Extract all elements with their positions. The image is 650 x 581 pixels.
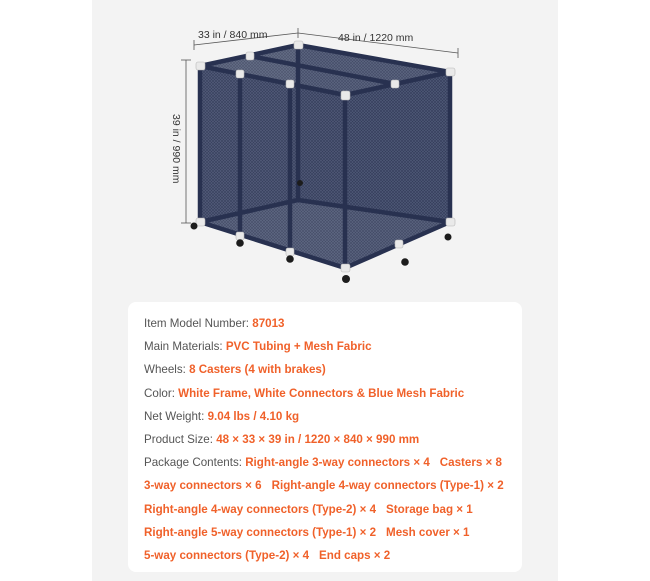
spec-value: White Frame, White Connectors & Blue Mesh Fabric — [178, 386, 465, 400]
package-item: Right-angle 4-way connectors (Type-2) × 4 — [144, 502, 377, 516]
spec-value: 8 Casters (4 with brakes) — [189, 363, 326, 377]
spec-label: Wheels: — [144, 363, 190, 377]
spec-label: Color: — [144, 386, 179, 400]
package-item: Mesh cover × 1 — [386, 525, 470, 539]
spec-label: Item Model Number: — [144, 317, 253, 330]
spec-value: 9.04 lbs / 4.10 kg — [207, 409, 300, 423]
package-item: 3-way connectors × 6 — [144, 479, 262, 493]
package-item: Right-angle 4-way connectors (Type-1) × 2 — [271, 479, 504, 493]
spec-label: Main Materials: — [144, 340, 226, 354]
spec-row-weight — [144, 405, 522, 428]
package-item: End caps × 2 — [319, 549, 391, 563]
width-dimension-label: 48 in / 1220 mm — [338, 32, 414, 44]
package-item: Right-angle 5-way connectors (Type-1) × 2 — [144, 525, 377, 539]
spec-row-color — [144, 382, 522, 405]
spec-label: Net Weight: — [144, 409, 208, 423]
spec-label: Product Size: — [144, 433, 217, 447]
spec-row-materials — [144, 335, 522, 358]
package-row — [144, 474, 522, 497]
package-item: Storage bag × 1 — [386, 502, 473, 516]
package-row — [144, 521, 522, 544]
depth-dimension-label: 33 in / 840 mm — [198, 29, 268, 41]
spec-value: PVC Tubing + Mesh Fabric — [225, 340, 372, 354]
package-row — [144, 498, 522, 521]
product-image — [92, 0, 558, 300]
spec-value: 87013 — [252, 317, 285, 330]
height-dimension-label: 39 in / 990 mm — [170, 114, 182, 184]
spec-row-model — [144, 312, 522, 335]
spec-card — [128, 302, 522, 572]
spec-row-package — [144, 451, 522, 474]
package-item: 5-way connectors (Type-2) × 4 — [144, 549, 310, 563]
spec-row-wheels — [144, 358, 522, 381]
package-row — [144, 544, 522, 567]
spec-row-size — [144, 428, 522, 451]
package-item: Right-angle 3-way connectors × 4 — [245, 456, 430, 470]
spec-label: Package Contents: — [144, 456, 246, 470]
package-item: Casters × 8 — [439, 456, 502, 470]
spec-value: 48 × 33 × 39 in / 1220 × 840 × 990 mm — [216, 433, 420, 447]
